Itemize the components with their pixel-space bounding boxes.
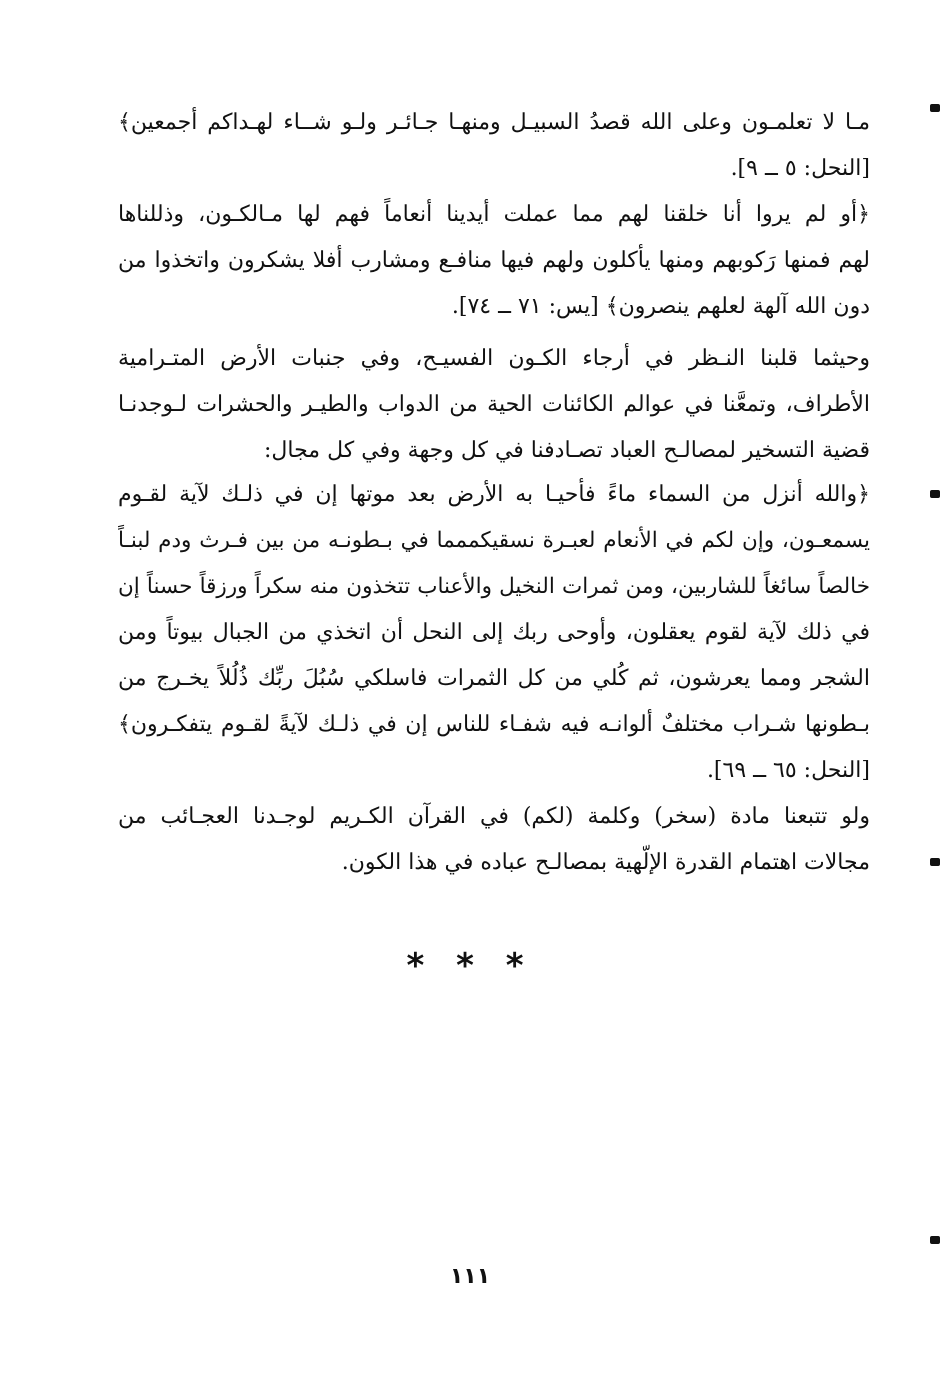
scan-edge-mark xyxy=(930,1236,940,1244)
text-line: قضية التسخير لمصالـح العباد تصـادفنا في كل وجهة وفي كل مجال: xyxy=(264,438,870,463)
text-line: خالصاً سائغاً للشاربين، ومن ثمرات النخيل والأعناب تتخذون منه سكراً ورزقاً حسناً إن xyxy=(118,574,870,599)
section-separator: * * * xyxy=(406,946,534,986)
text-line: الشجر ومما يعرشون، ثم كُلي من كل الثمرات فاسلكي سُبُلَ ربِّك ذُلُلاً يخـرج من xyxy=(118,666,870,691)
citation-nahl-65-69: [النحل: ٦٥ ــ ٦٩]. xyxy=(706,758,870,783)
scan-edge-mark xyxy=(930,858,940,866)
paragraph-nahl-quote-end xyxy=(118,100,870,192)
scan-edge-mark xyxy=(930,490,940,498)
paragraph-yasin-quote xyxy=(118,192,870,330)
text-line: يسمعـون، وإن لكم في الأنعام لعبـرة نسقيكممما في بـطونـه من بين فـرث ودم لبنـاً xyxy=(118,528,870,553)
text-line: ﴿والله أنزل من السماء ماءً فأحيـا به الأرض بعد موتها إن في ذلـك لآية لقـوم xyxy=(118,482,870,507)
text-line: بـطونها شـراب مختلفٌ ألوانـه فيه شفـاء للناس إن في ذلـك لآيةً لقـوم يتفكـرون﴾ xyxy=(118,712,870,737)
text-line: وحيثما قلبنا النـظر في أرجاء الكـون الفسيـح، وفي جنبات الأرض المتـرامية xyxy=(118,346,870,371)
text-line: مجالات اهتمام القدرة الإلّهية بمصالـح عباده في هذا الكون. xyxy=(341,850,870,875)
text-line: لهم فمنها رَكوبهم ومنها يأكلون ولهم فيها منافـع ومشارب أفلا يشكرون واتخذوا من xyxy=(118,248,870,273)
paragraph-nahl-65-69-quote xyxy=(118,472,870,794)
text-line: ﴿أو لم يروا أنا خلقنا لهم مما عملت أيدينا أنعاماً فهم لها مـالكـون، وذللناها xyxy=(118,202,870,227)
scan-edge-mark xyxy=(930,104,940,112)
citation-nahl-5-9: [النحل: ٥ ــ ٩]. xyxy=(730,156,870,181)
paragraph-reflection xyxy=(118,336,870,474)
text-line: الأطراف، وتمعَّنا في عوالم الكائنات الحية من الدواب والطيـر والحشرات لـوجدنـا xyxy=(118,392,870,417)
page-number: ١١١ xyxy=(449,1264,491,1289)
text-line: دون الله آلهة لعلهم ينصرون﴾ [يس: ٧١ ــ ٧٤]. xyxy=(451,294,870,319)
text-line: مـا لا تعلمـون وعلى الله قصدُ السبيـل ومنهـا جـائـر ولـو شــاء لهـداكم أجمعين﴾ xyxy=(118,110,870,135)
text-line: ولو تتبعنا مادة (سخر) وكلمة (لكم) في القرآن الكـريم لوجـدنا العجـائب من xyxy=(118,804,870,829)
text-line: في ذلك لآية لقوم يعقلون، وأوحى ربك إلى النحل أن اتخذي من الجبال بيوتاً ومن xyxy=(118,620,870,645)
paragraph-conclusion xyxy=(118,794,870,886)
